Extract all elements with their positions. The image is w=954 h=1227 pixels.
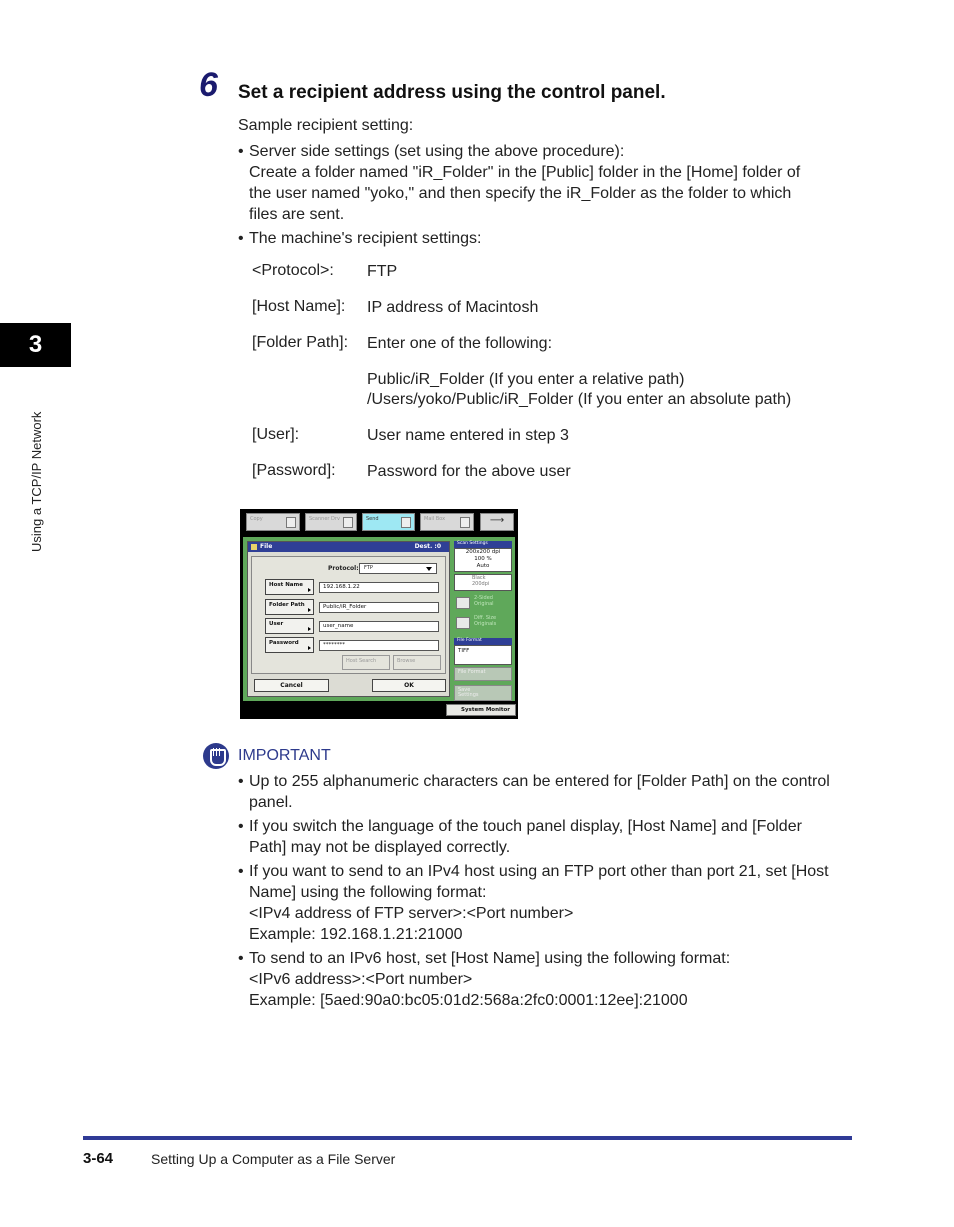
setting-label-protocol: <Protocol>: [252, 262, 334, 279]
bullet-machine-settings [238, 228, 482, 249]
mode-tabs [246, 513, 514, 533]
step-number: 6 [199, 66, 218, 104]
browse-button[interactable]: Browse [393, 655, 441, 670]
setting-value-password: Password for the above user [367, 463, 571, 480]
setting-label-host: [Host Name]: [252, 298, 346, 315]
folder-path-absolute: /Users/yoko/Public/iR_Folder (If you enter an absolute path) [367, 391, 792, 408]
footer-section-title: Setting Up a Computer as a File Server [151, 1151, 396, 1167]
bullet-server-settings [238, 141, 801, 225]
protocol-select[interactable]: FTP [359, 563, 437, 574]
file-format-header: File Format [454, 638, 512, 645]
setting-label-password: [Password]: [252, 462, 336, 479]
arrow-right-icon: ⟶ [489, 515, 505, 526]
scanner-icon [343, 517, 353, 528]
tab-mail-box[interactable] [420, 513, 474, 531]
folder-icon [251, 544, 257, 550]
setting-value-protocol: FTP [367, 263, 398, 280]
cancel-button[interactable]: Cancel [254, 679, 329, 692]
important-bullet-1 [238, 771, 830, 813]
copy-icon [286, 517, 296, 528]
item-label: Original [474, 601, 494, 607]
setting-label-folder: [Folder Path]: [252, 334, 349, 351]
system-monitor-button[interactable]: System Monitor [446, 704, 516, 716]
scan-ratio: 100 % [474, 556, 492, 562]
setting-value-user: User name entered in step 3 [367, 427, 569, 444]
chapter-number: 3 [28, 331, 43, 358]
tab-label: Send [366, 516, 379, 522]
scan-mode: Auto [476, 563, 490, 569]
color-mode: Black [472, 575, 486, 581]
tab-label: Copy [250, 516, 263, 522]
host-name-field[interactable]: 192.168.1.22 [319, 582, 439, 593]
bullet-line: Example: 192.168.1.21:21000 [249, 926, 463, 943]
host-search-button[interactable]: Host Search [342, 655, 390, 670]
color-mode-select[interactable] [454, 574, 512, 591]
send-icon [401, 517, 411, 528]
bullet-dot: • [238, 143, 244, 160]
save-settings-button[interactable] [454, 685, 512, 701]
file-format-value: TIFF [454, 645, 512, 665]
item-label: Diff. Size [474, 615, 497, 621]
bullet-dot: • [238, 230, 244, 247]
folder-path-relative: Public/iR_Folder (If you enter a relative path) [367, 371, 685, 388]
file-format-button[interactable]: File Format [454, 667, 512, 681]
scan-settings-header: Scan Settings [454, 541, 512, 548]
file-dest-panel [247, 541, 450, 697]
password-button[interactable]: Password [265, 637, 314, 653]
ok-button[interactable]: OK [372, 679, 446, 692]
bullet-line: If you want to send to an IPv4 host using an FTP port other than port 21, set [Host [249, 863, 829, 880]
bullet-dot: • [238, 773, 244, 790]
step-title: Set a recipient address using the control panel. [238, 82, 666, 103]
panel-header [248, 542, 449, 552]
user-field[interactable]: user_name [319, 621, 439, 632]
important-bullet-4 [238, 948, 731, 1011]
tab-label: Scanner Drv [309, 516, 340, 522]
setting-value-folder: Enter one of the following: [367, 335, 553, 352]
bullet-line: the user named "yoko," and then specify the iR_Folder as the folder to which [249, 185, 792, 202]
bullet-line: Create a folder named "iR_Folder" in the [Public] folder in the [Home] folder of [249, 164, 801, 181]
bullet-line: <IPv6 address>:<Port number> [249, 971, 473, 988]
diff-size-originals-button[interactable] [454, 615, 512, 632]
file-settings-form [251, 556, 446, 674]
button-label: Save [458, 687, 471, 693]
setting-value-host: IP address of Macintosh [367, 299, 539, 316]
scan-resolution: 200x200 dpi [465, 549, 501, 555]
bullet-dot: • [238, 818, 244, 835]
bullet-line: panel. [249, 794, 293, 811]
chapter-tab [0, 323, 71, 367]
important-hand-icon [203, 743, 229, 769]
bullet-line: <IPv4 address of FTP server>:<Port number> [249, 905, 574, 922]
important-bullet-2 [238, 816, 802, 858]
page-number: 3-64 [83, 1150, 114, 1167]
setting-label-user: [User]: [252, 426, 300, 443]
two-sided-original-button[interactable] [454, 595, 512, 612]
folder-path-button[interactable]: Folder Path [265, 599, 314, 615]
footer-rule [83, 1136, 852, 1140]
chapter-side-label: Using a TCP/IP Network [29, 411, 44, 552]
send-area [243, 537, 515, 701]
host-name-button[interactable]: Host Name [265, 579, 314, 595]
tab-send[interactable] [362, 513, 415, 531]
bullet-line: Name] using the following format: [249, 884, 487, 901]
password-field[interactable]: ******** [319, 640, 439, 651]
color-resolution: 200dpi [472, 581, 490, 587]
item-label: 2-Sided [474, 595, 493, 601]
tab-scanner-drv[interactable] [305, 513, 357, 531]
dest-count: Dest. :0 [414, 543, 441, 550]
two-sided-icon [456, 597, 470, 609]
mailbox-icon [460, 517, 470, 528]
bullet-line: Path] may not be displayed correctly. [249, 839, 511, 856]
control-panel-screen [240, 509, 518, 719]
scan-settings-summary[interactable] [454, 548, 512, 572]
tab-label: Mail Box [424, 516, 446, 522]
bullet-dot: • [238, 863, 244, 880]
protocol-label: Protocol: [328, 565, 359, 572]
important-title: IMPORTANT [238, 747, 331, 764]
bullet-line: Up to 255 alphanumeric characters can be entered for [Folder Path] on the control [249, 773, 830, 790]
sample-intro: Sample recipient setting: [238, 117, 414, 134]
bullet-line: If you switch the language of the touch panel display, [Host Name] and [Folder [249, 818, 802, 835]
user-button[interactable]: User [265, 618, 314, 634]
bullet-line: Server side settings (set using the above procedure): [249, 143, 625, 160]
folder-path-field[interactable]: Public/iR_Folder [319, 602, 439, 613]
bullet-line: files are sent. [249, 206, 345, 223]
button-label: Settings [458, 692, 479, 698]
bullet-dot: • [238, 950, 244, 967]
tab-copy[interactable] [246, 513, 300, 531]
important-bullet-3 [238, 861, 829, 945]
diff-size-icon [456, 617, 470, 629]
bullet-line: To send to an IPv6 host, set [Host Name] using the following format: [249, 950, 731, 967]
panel-title: File [260, 543, 273, 550]
bullet-line: The machine's recipient settings: [249, 230, 482, 247]
bullet-line: Example: [5aed:90a0:bc05:01d2:568a:2fc0:0001:12ee]:21000 [249, 992, 688, 1009]
item-label: Originals [474, 621, 497, 627]
arrow-right-button[interactable] [480, 513, 514, 531]
